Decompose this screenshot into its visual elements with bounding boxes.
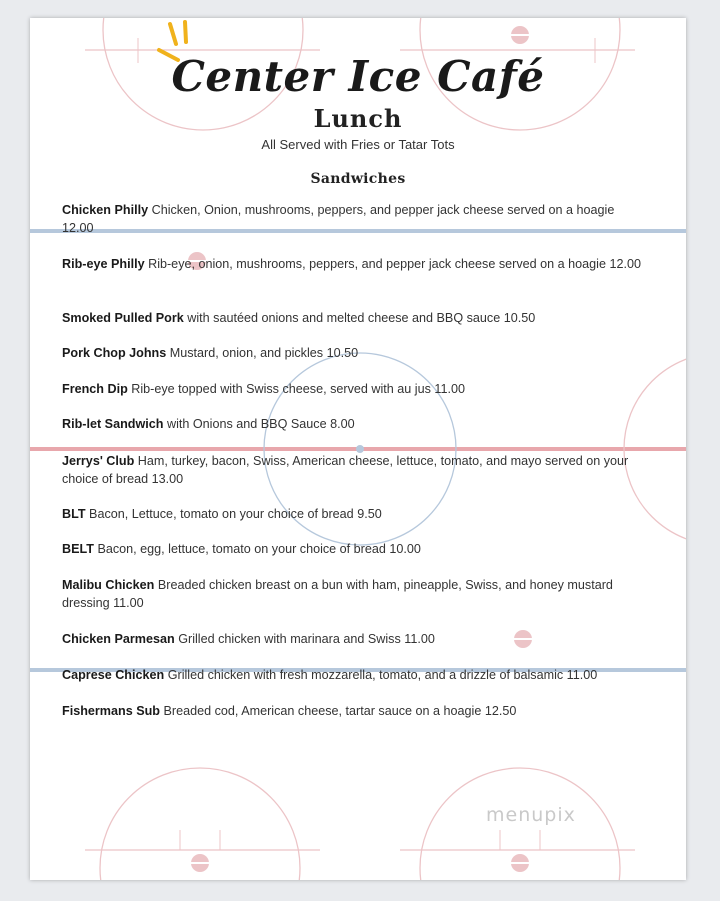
item-price: 12.00 [609,257,641,271]
item-description: Rib-eye, onion, mushrooms, peppers, and pepper jack cheese served on a hoagie [148,257,606,271]
menu-item [62,576,642,612]
menu-item [62,309,642,327]
menu-item [62,505,642,523]
item-name: Caprese Chicken [62,668,165,682]
item-price: 11.00 [113,596,144,610]
item-name: BLT [62,507,86,521]
item-price: 10.50 [503,311,536,325]
menu-item [62,666,642,684]
menu-item [62,452,642,488]
menu-item [62,201,642,237]
item-price: 9.50 [357,507,382,521]
item-description: Mustard, onion, and pickles [169,346,324,360]
item-name: Jerrys' Club [62,454,135,468]
item-description: Chicken, Onion, mushrooms, peppers, and pepper jack cheese served on a hoagie [151,203,615,217]
item-price: 10.00 [389,542,421,556]
item-price: 11.00 [566,668,598,682]
item-name: Chicken Parmesan [62,632,175,646]
menu-item [62,540,642,558]
item-price: 10.50 [326,346,359,360]
menu-content [30,18,686,880]
item-name: Chicken Philly [62,203,149,217]
item-price: 13.00 [151,472,184,486]
menu-item [62,344,642,362]
section-heading: Sandwiches [310,171,406,187]
meal-heading: Lunch [313,104,403,133]
item-price: 12.00 [62,221,94,235]
item-description: with sautéed onions and melted cheese and BBQ sauce [187,311,501,325]
item-name: Rib-eye Philly [62,257,145,271]
served-with-note: All Served with Fries or Tatar Tots [261,137,455,152]
item-description: with Onions and BBQ Sauce [166,417,327,431]
menu-item [62,415,642,433]
item-name: Pork Chop Johns [62,346,167,360]
item-name: Smoked Pulled Pork [62,311,184,325]
item-price: 8.00 [330,417,355,431]
menu-item [62,380,642,398]
menu-item [62,255,642,273]
item-description: Ham, turkey, bacon, Swiss, American cheese, lettuce, tomato, and mayo served on your choice of bread [62,454,629,486]
item-description: Bacon, Lettuce, tomato on your choice of bread [89,507,354,521]
item-name: Rib-let Sandwich [62,417,164,431]
item-name: Fishermans Sub [62,704,160,718]
item-name: Malibu Chicken [62,578,155,592]
item-description: Breaded chicken breast on a bun with ham, pineapple, Swiss, and honey mustard dressing [62,578,613,610]
menu-item [62,702,642,720]
menu-title: Center Ice Café [171,52,545,101]
item-description: Bacon, egg, lettuce, tomato on your choice of bread [97,542,386,556]
item-description: Breaded cod, American cheese, tartar sauce on a hoagie [163,704,482,718]
menu-page [30,18,686,880]
item-description: Grilled chicken with fresh mozzarella, tomato, and a drizzle of balsamic [167,668,564,682]
item-name: French Dip [62,382,128,396]
item-name: BELT [62,542,94,556]
item-description: Rib-eye topped with Swiss cheese, served with au jus [131,382,431,396]
menu-item [62,630,642,648]
watermark-logo: menupix [486,804,576,826]
item-price: 12.50 [484,704,517,718]
item-description: Grilled chicken with marinara and Swiss [178,632,401,646]
item-price: 11.00 [434,382,465,396]
item-price: 11.00 [404,632,435,646]
